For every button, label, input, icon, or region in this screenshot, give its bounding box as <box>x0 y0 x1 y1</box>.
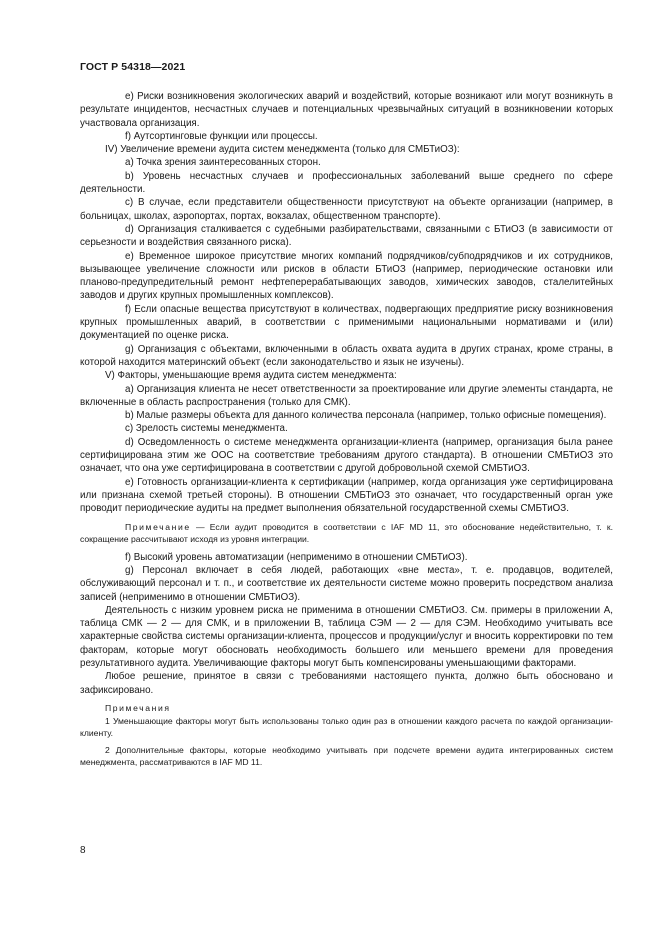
page-number: 8 <box>80 845 86 856</box>
notes-item-2: 2 Дополнительные факторы, которые необходимо учитывать при подсчете времени аудита интегрированных систем менеджмента, рассматриваются в IAF MD 11. <box>80 744 613 768</box>
paragraph-iv-a: а) Точка зрения заинтересованных сторон. <box>125 157 321 169</box>
paragraph-v-a: а) Организация клиента не несет ответственности за проектирование или другие элементы стандарта, не включенные в область распространения (только для СМК). <box>80 383 613 408</box>
paragraph-iv-d: d) Организация сталкивается с судебными разбирательствами, связанными с БТиОЗ (в зависимости от серьезности и воздействия связанного риска). <box>80 223 613 249</box>
document-body <box>80 90 613 769</box>
standard-header: ГОСТ Р 54318—2021 <box>80 61 186 73</box>
paragraph-v-c: c) Зрелость системы менеджмента. <box>125 423 288 435</box>
paragraph-iv-f: f) Если опасные вещества присутствуют в количествах, подвергающих предприятие риску возникновения крупных промышленных аварий, в соответствии с применимыми национальными нормативами и (или) документацией по оценке риска. <box>80 303 613 342</box>
paragraph-v-e: e) Готовность организации-клиента к сертификации (например, когда организация уже сертифицирована или признана схемой третьей стороны). В отношении СМБТиОЗ это означает, что государственный орган уже проводит периодические аудиты на предмет выполнения обязательной государственной схемы СМБТиОЗ. <box>80 476 613 515</box>
paragraph-iv-b: b) Уровень несчастных случаев и профессиональных заболеваний выше среднего по сфере деятельности. <box>80 170 613 196</box>
notes-title: Примечания <box>105 702 171 713</box>
paragraph-iv-e: e) Временное широкое присутствие многих компаний подрядчиков/субподрядчиков и их сотрудников, вызывающее увеличение сложности или рисков в области БТиОЗ (например, периодические остановки или планово-предупредительный ремонт нефтеперерабатывающих заводов, химических заводов, сталелитейных заводов и других крупных промышленных комплексов). <box>80 250 613 302</box>
paragraph-v-f: f) Высокий уровень автоматизации (неприменимо в отношении СМБТиОЗ). <box>125 551 468 563</box>
notes-item-1: 1 Уменьшающие факторы могут быть использованы только один раз в отношении каждого расчета по каждой организации-клиенту. <box>80 715 613 739</box>
paragraph-v-d: d) Осведомленность о системе менеджмента организации-клиента (например, организация была ранее сертифицирована этим же ООС на соответствие требованиям другого стандарта). В отношении СМБТиОЗ это означает, что она уже сертифицирована в соответствии с другой добровольной схемой СМБТиОЗ. <box>80 436 613 475</box>
section-v-heading: V) Факторы, уменьшающие время аудита систем менеджмента: <box>105 370 397 382</box>
note-label: Примечание <box>125 521 191 532</box>
paragraph-env-risks: e) Риски возникновения экологических аварий и воздействий, которые возникают или могут возникнуть в результате инцидентов, несчастных случаев и потенциальных чрезвычайных ситуаций в возникновении которых участвовала организация. <box>80 91 613 129</box>
paragraph-decision: Любое решение, принятое в связи с требованиями настоящего пункта, должно быть обосновано и зафиксировано. <box>80 671 613 696</box>
section-iv-heading: IV) Увеличение времени аудита систем менеджмента (только для СМБТиОЗ): <box>105 144 460 156</box>
paragraph-v-g: g) Персонал включает в себя людей, работающих «вне места», т. е. продавцов, водителей, обслуживающий персонал и т. п., и соответствие их деятельности системе можно проверить посредством анализа записей (неприменимо в отношении СМБТиОЗ). <box>80 564 613 603</box>
paragraph-iv-g: g) Организация с объектами, включенными в область охвата аудита в других странах, кроме страны, в которой находится материнский объект (если законодательство и язык не изучены). <box>80 343 613 368</box>
note-block <box>80 521 613 546</box>
note-text: — Если аудит проводится в соответствии с IAF MD 11, это обоснование недействительно, т. к. сокращение рассчитывают исходя из уровня интеграции. <box>80 521 613 545</box>
paragraph-v-b: b) Малые размеры объекта для данного количества персонала (например, только офисные помещения). <box>125 410 607 422</box>
paragraph-iv-c: c) В случае, если представители общественности присутствуют на объекте организации (например, в больницах, школах, аэропортах, портах, вокзалах, общественном транспорте). <box>80 197 613 222</box>
paragraph-outsourcing: f) Аутсортинговые функции или процессы. <box>125 130 318 142</box>
paragraph-low-risk: Деятельность с низким уровнем риска не применима в отношении СМБТиОЗ. См. примеры в приложении А, таблица СМК — 2 — для СМК, и в приложении В, таблица СЭМ — 2 — для СЭМ. Необходимо учитывать все характерные свойства системы организации-клиента, процессов и продукции/услуг и вносить корректировки по тем факторам, которые могут обосновать необходимость большего или меньшего времени для проведения результативного аудита. Увеличивающие факторы могут быть компенсированы уменьшающими факторами. <box>80 604 613 670</box>
